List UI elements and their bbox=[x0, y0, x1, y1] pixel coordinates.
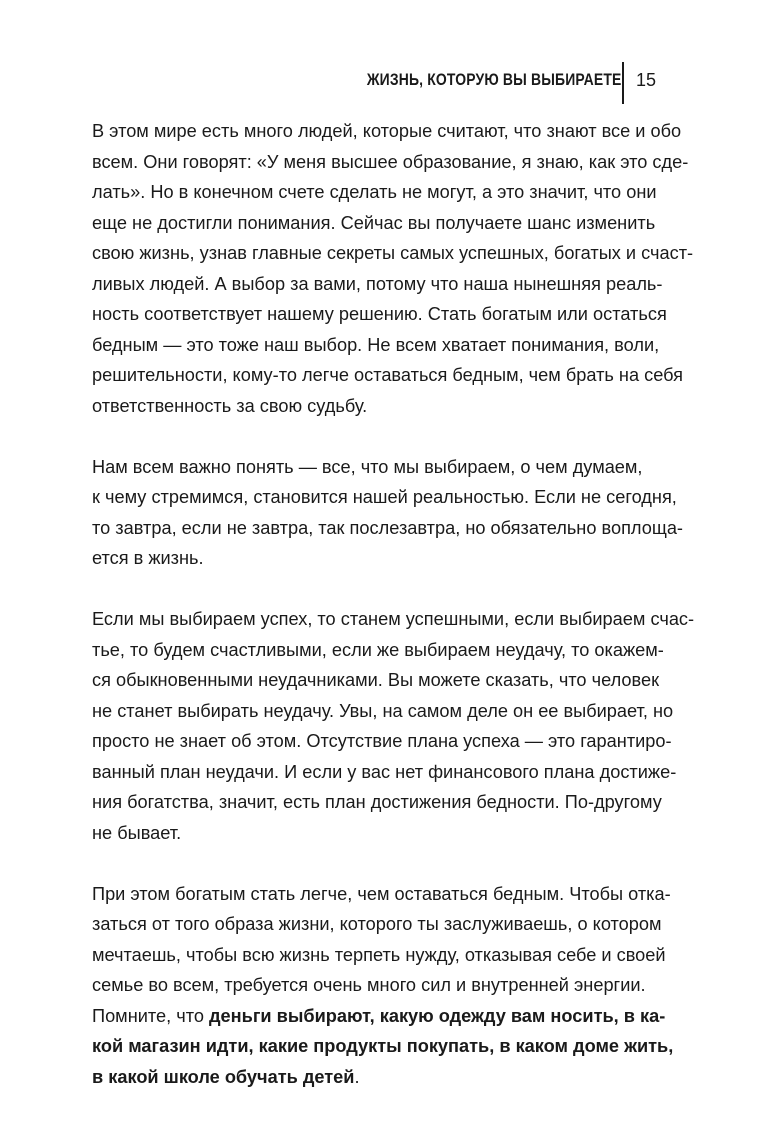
text-line: еще не достигли понимания. Сейчас вы получаете шанс изменить bbox=[92, 212, 656, 233]
text-line: семье во всем, требуется очень много сил и внутренней энергии. bbox=[92, 975, 646, 995]
text-line: бедным — это тоже наш выбор. Не всем хватает понимания, воли, bbox=[92, 334, 660, 355]
text-line: ность соответствует нашему решению. Стать богатым или остаться bbox=[92, 304, 667, 324]
text-line bbox=[92, 1062, 622, 1093]
text-line: то завтра, если не завтра, так послезавтра, но обязательно воплоща- bbox=[92, 517, 683, 538]
bold-emphasis: в какой школе обучать детей bbox=[92, 1066, 355, 1087]
text-line: заться от того образа жизни, которого ты заслуживаешь, о котором bbox=[92, 914, 662, 934]
text-line: не станет выбирать неудачу. Увы, на самом деле он ее выбирает, но bbox=[92, 700, 674, 721]
page-number: 15 bbox=[636, 70, 657, 90]
header-divider bbox=[622, 62, 624, 104]
text-line: тье, то будем счастливыми, если же выбираем неудачу, то окажем- bbox=[92, 639, 664, 660]
text-line: ответственность за свою судьбу. bbox=[92, 395, 368, 416]
paragraph-1 bbox=[92, 116, 694, 421]
text-line: В этом мире есть много людей, которые считают, что знают все и обо bbox=[92, 121, 682, 141]
text-line: к чему стремимся, становится нашей реальностью. Если не сегодня, bbox=[92, 487, 677, 507]
text-line: мечтаешь, чтобы всю жизнь терпеть нужду, отказывая себе и своей bbox=[92, 944, 666, 965]
text-line: ванный план неудачи. И если у вас нет финансового плана достиже- bbox=[92, 761, 677, 782]
text-line: лать». Но в конечном счете сделать не могут, а это значит, что они bbox=[92, 182, 657, 202]
text-line: Нам всем важно понять — все, что мы выбираем, о чем думаем, bbox=[92, 456, 643, 477]
plain-text: Помните, что bbox=[92, 1005, 210, 1026]
text-line: При этом богатым стать легче, чем оставаться бедным. Чтобы отка- bbox=[92, 883, 671, 904]
paragraph-2 bbox=[92, 452, 683, 574]
text-line: решительности, кому-то легче оставаться бедным, чем брать на себя bbox=[92, 365, 684, 385]
bold-emphasis: деньги выбирают, какую одежду вам носить, в ка- bbox=[209, 1005, 666, 1026]
text-line: ется в жизнь. bbox=[92, 548, 204, 568]
text-line bbox=[92, 1031, 674, 1062]
text-line: ся обыкновенными неудачниками. Вы можете сказать, что человек bbox=[92, 670, 660, 690]
text-line: свою жизнь, узнав главные секреты самых успешных, богатых и счаст- bbox=[92, 243, 694, 263]
body-text bbox=[92, 116, 695, 1123]
paragraph-4 bbox=[92, 879, 674, 1093]
plain-text: . bbox=[354, 1066, 360, 1087]
text-line bbox=[92, 1001, 666, 1032]
running-title: ЖИЗНЬ, КОТОРУЮ ВЫ ВЫБИРАЕТЕ bbox=[366, 70, 621, 89]
text-line: не бывает. bbox=[92, 822, 182, 843]
text-line: всем. Они говорят: «У меня высшее образование, я знаю, как это сде- bbox=[92, 151, 689, 172]
text-line: просто не знает об этом. Отсутствие плана успеха — это гарантиро- bbox=[92, 731, 672, 751]
text-line: ливых людей. А выбор за вами, потому что наша нынешняя реаль- bbox=[92, 273, 663, 294]
paragraph-3 bbox=[92, 604, 695, 848]
text-line: Если мы выбираем успех, то станем успешными, если выбираем счас- bbox=[92, 609, 695, 629]
text-line: ния богатства, значит, есть план достижения бедности. По-другому bbox=[92, 792, 662, 812]
bold-emphasis: кой магазин идти, какие продукты покупать, в каком доме жить, bbox=[92, 1036, 674, 1056]
